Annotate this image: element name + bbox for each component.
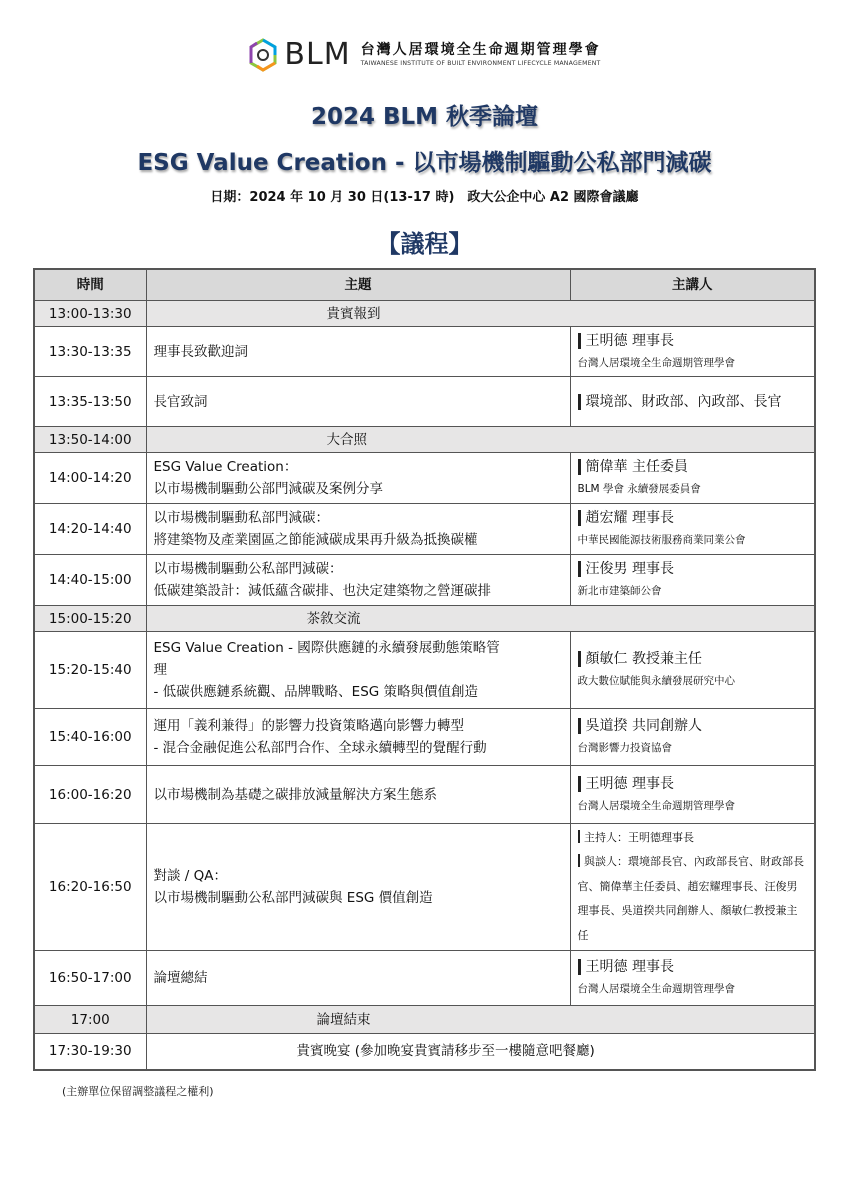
header-topic: 主題 — [146, 269, 570, 301]
table-row — [34, 606, 815, 632]
table-row — [34, 555, 815, 606]
bullet-bar-icon — [578, 776, 581, 792]
table-row — [34, 1006, 815, 1034]
speaker-cell — [570, 951, 815, 1006]
time-cell: 15:40-16:00 — [34, 709, 146, 766]
speaker-org: BLM 學會 永續發展委員會 — [577, 483, 701, 495]
topic-cell: 長官致詞 — [146, 377, 570, 427]
topic-line: ESG Value Creation - 國際供應鏈的永續發展動態策略管 — [153, 640, 500, 656]
agenda-table — [33, 268, 816, 1071]
time-cell: 16:20-16:50 — [34, 824, 146, 951]
table-row — [34, 377, 815, 427]
speaker-org: 政大數位賦能與永續發展研究中心 — [577, 675, 735, 687]
topic-cell — [146, 453, 570, 504]
bullet-bar-icon — [578, 718, 581, 734]
time-cell: 14:40-15:00 — [34, 555, 146, 606]
table-row — [34, 427, 815, 453]
topic-cell: 論壇結束 — [146, 1006, 815, 1034]
topic-line: 對談 / QA： — [153, 868, 227, 884]
time-cell: 15:20-15:40 — [34, 632, 146, 709]
topic-line: 以市場機制驅動公私部門減碳與 ESG 價值創造 — [153, 890, 433, 906]
bullet-bar-icon — [578, 561, 581, 577]
topic-line: 運用「義利兼得」的影響力投資策略邁向影響力轉型 — [153, 718, 464, 734]
topic-cell: 貴賓晚宴 (參加晚宴貴賓請移步至一樓隨意吧餐廳) — [146, 1034, 815, 1070]
bullet-bar-icon — [578, 651, 581, 667]
table-row — [34, 453, 815, 504]
topic-cell — [146, 555, 570, 606]
topic-cell — [146, 504, 570, 555]
speaker-cell — [570, 504, 815, 555]
bullet-bar-icon — [578, 510, 581, 526]
topic-cell: 理事長致歡迎詞 — [146, 327, 570, 377]
time-cell: 17:00 — [34, 1006, 146, 1034]
time-cell: 15:00-15:20 — [34, 606, 146, 632]
time-cell: 13:00-13:30 — [34, 301, 146, 327]
bullet-bar-icon — [578, 830, 581, 843]
speaker-cell — [570, 377, 815, 427]
topic-line: 以市場機制驅動私部門減碳： — [153, 510, 329, 526]
bullet-bar-icon — [578, 394, 581, 410]
topic-cell — [146, 824, 570, 951]
speaker-cell — [570, 766, 815, 824]
speaker-name: 王明德 理事長 — [585, 959, 674, 975]
logo-word: BLM — [284, 37, 351, 72]
speaker-cell — [570, 453, 815, 504]
moderator-line — [578, 826, 808, 851]
topic-line: 以市場機制驅動公私部門減碳： — [153, 561, 343, 577]
table-row — [34, 709, 815, 766]
table-row — [34, 824, 815, 951]
logo — [0, 38, 849, 72]
panelists-text: 與談人：環境部長官、內政部長官、財政部長官、簡偉華主任委員、趙宏耀理事長、汪俊男理事長、吳道揆共同創辦人、顏敏仁教授兼主任 — [577, 855, 804, 942]
bullet-bar-icon — [578, 459, 581, 475]
speaker-name: 環境部、財政部、內政部、長官 — [585, 393, 782, 410]
time-cell: 13:35-13:50 — [34, 377, 146, 427]
moderator-text: 主持人：王明德理事長 — [584, 830, 694, 844]
panelists-line — [578, 850, 808, 948]
table-row — [34, 951, 815, 1006]
topic-cell: 以市場機制為基礎之碳排放減量解決方案生態系 — [146, 766, 570, 824]
speaker-org: 台灣人居環境全生命週期管理學會 — [577, 799, 735, 812]
speaker-name: 王明德 理事長 — [585, 332, 674, 349]
topic-cell: 貴賓報到 — [146, 301, 815, 327]
topic-cell: 大合照 — [146, 427, 815, 453]
header-speaker: 主講人 — [570, 269, 815, 301]
topic-cell — [146, 632, 570, 709]
agenda-heading: 【議程】 — [376, 230, 473, 258]
speaker-name: 簡偉華 主任委員 — [585, 459, 688, 475]
speaker-cell — [570, 555, 815, 606]
time-cell: 16:00-16:20 — [34, 766, 146, 824]
table-row — [34, 327, 815, 377]
header-time: 時間 — [34, 269, 146, 301]
speaker-org: 新北市建築師公會 — [577, 585, 662, 597]
table-row — [34, 504, 815, 555]
time-cell: 16:50-17:00 — [34, 951, 146, 1006]
speaker-name: 汪俊男 理事長 — [585, 561, 674, 577]
table-row — [34, 632, 815, 709]
speaker-name: 王明德 理事長 — [585, 775, 674, 792]
speaker-cell — [570, 709, 815, 766]
table-row — [34, 766, 815, 824]
table-row — [34, 1034, 815, 1070]
topic-line: ESG Value Creation： — [153, 459, 298, 475]
speaker-org: 中華民國能源技術服務商業同業公會 — [577, 534, 746, 546]
footer-note: (主辦單位保留調整議程之權利) — [62, 1085, 214, 1098]
speaker-cell — [570, 327, 815, 377]
time-cell: 14:00-14:20 — [34, 453, 146, 504]
time-cell: 13:30-13:35 — [34, 327, 146, 377]
topic-cell: 論壇總結 — [146, 951, 570, 1006]
bullet-bar-icon — [578, 333, 581, 349]
topic-cell: 茶敘交流 — [146, 606, 815, 632]
hexagon-logo-icon — [248, 38, 278, 72]
speaker-name: 顏敏仁 教授兼主任 — [585, 651, 702, 667]
topic-line: 將建築物及產業園區之節能減碳成果再升級為抵換碳權 — [153, 532, 478, 548]
time-cell: 13:50-14:00 — [34, 427, 146, 453]
topic-line: - 低碳供應鏈系統觀、品牌戰略、ESG 策略與價值創造 — [153, 684, 479, 700]
org-name-en: TAIWANESE INSTITUTE OF BUILT ENVIRONMENT LIFECYCLE MANAGEMENT — [360, 60, 601, 67]
topic-line: - 混合金融促進公私部門合作、全球永續轉型的覺醒行動 — [153, 740, 487, 756]
table-row — [34, 301, 815, 327]
topic-cell — [146, 709, 570, 766]
bullet-bar-icon — [578, 854, 581, 867]
speaker-name: 趙宏耀 理事長 — [585, 510, 674, 526]
speaker-name: 吳道揆 共同創辦人 — [585, 718, 702, 734]
topic-line: 低碳建築設計：減低蘊含碳排、也決定建築物之營運碳排 — [153, 583, 491, 599]
topic-line: 理 — [153, 662, 167, 678]
header — [0, 38, 849, 72]
org-name-cn: 台灣人居環境全生命週期管理學會 — [360, 42, 601, 58]
time-cell: 17:30-19:30 — [34, 1034, 146, 1070]
topic-line: 以市場機制驅動公部門減碳及案例分享 — [153, 481, 383, 497]
bullet-bar-icon — [578, 959, 581, 975]
date-venue: 日期：2024 年 10 月 30 日(13-17 時) 政大公企中心 A2 國際會議廳 — [210, 190, 639, 205]
speaker-org: 台灣人居環境全生命週期管理學會 — [577, 983, 735, 995]
time-cell: 14:20-14:40 — [34, 504, 146, 555]
speaker-org: 台灣人居環境全生命週期管理學會 — [577, 356, 735, 369]
table-header-row — [34, 269, 815, 301]
forum-subtitle: ESG Value Creation - 以市場機制驅動公私部門減碳 — [137, 150, 712, 176]
speaker-cell — [570, 824, 815, 951]
speaker-cell — [570, 632, 815, 709]
forum-title: 2024 BLM 秋季論壇 — [310, 104, 539, 130]
speaker-org: 台灣影響力投資協會 — [577, 742, 672, 754]
